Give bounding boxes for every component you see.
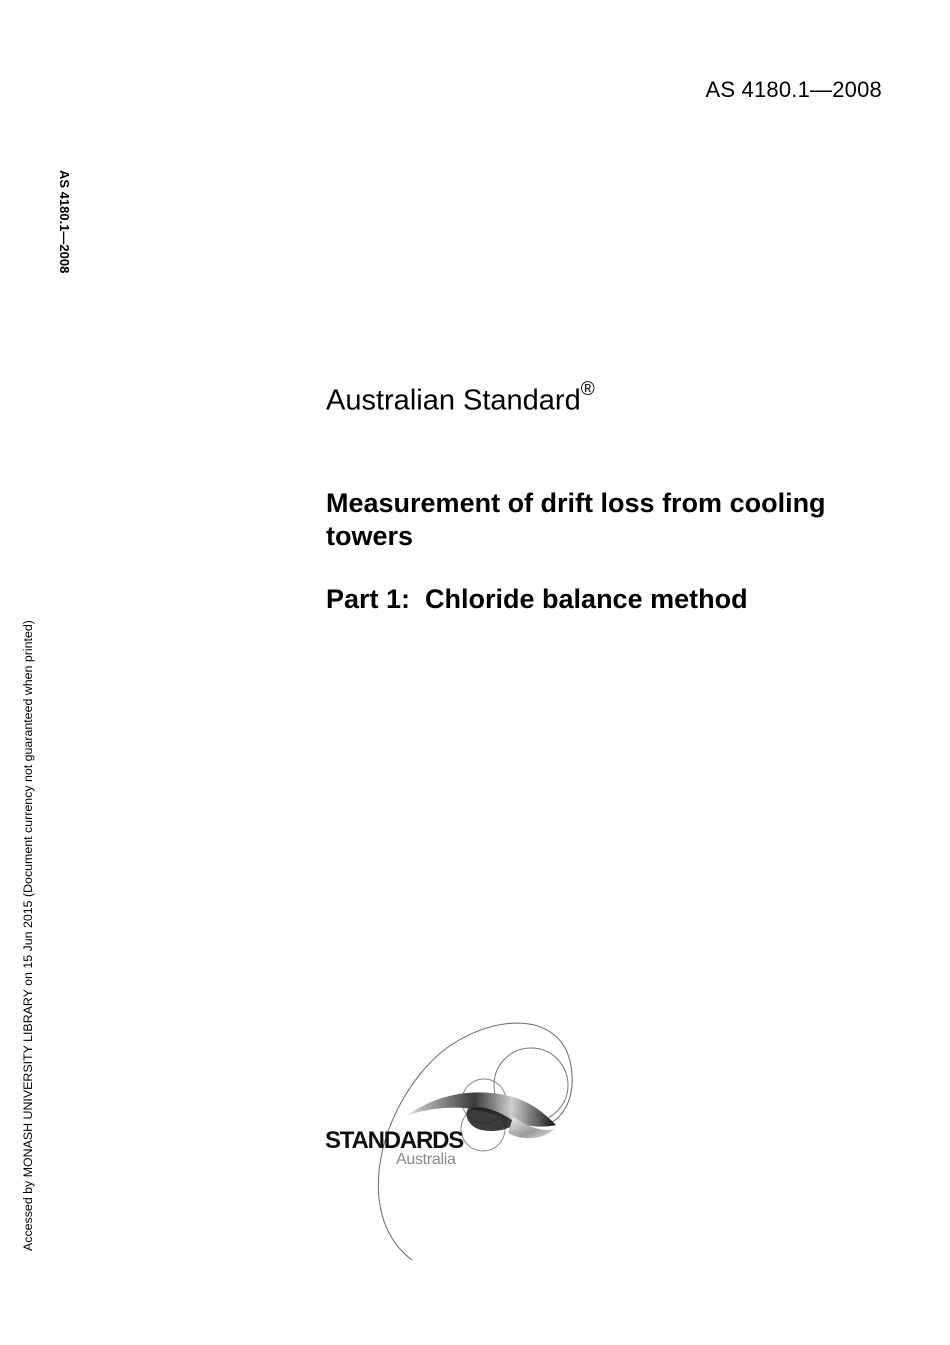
logo-wordmark: STANDARDS: [325, 1127, 464, 1154]
doc-number-spine: AS 4180.1—2008: [57, 170, 72, 274]
doc-number-header: AS 4180.1—2008: [705, 77, 882, 102]
standards-australia-logo: [318, 1005, 588, 1270]
series-title: [326, 379, 595, 418]
part-title: Part 1: Chloride balance method: [326, 584, 748, 614]
logo-subtitle: Australia: [396, 1151, 456, 1168]
access-watermark: Accessed by MONASH UNIVERSITY LIBRARY on 15 Jun 2015 (Document currency not guaranteed when printed): [21, 620, 35, 1251]
document-title: Measurement of drift loss from cooling towers: [326, 488, 826, 551]
registered-mark: ®: [580, 379, 595, 400]
series-label: Australian Standard: [326, 384, 581, 417]
